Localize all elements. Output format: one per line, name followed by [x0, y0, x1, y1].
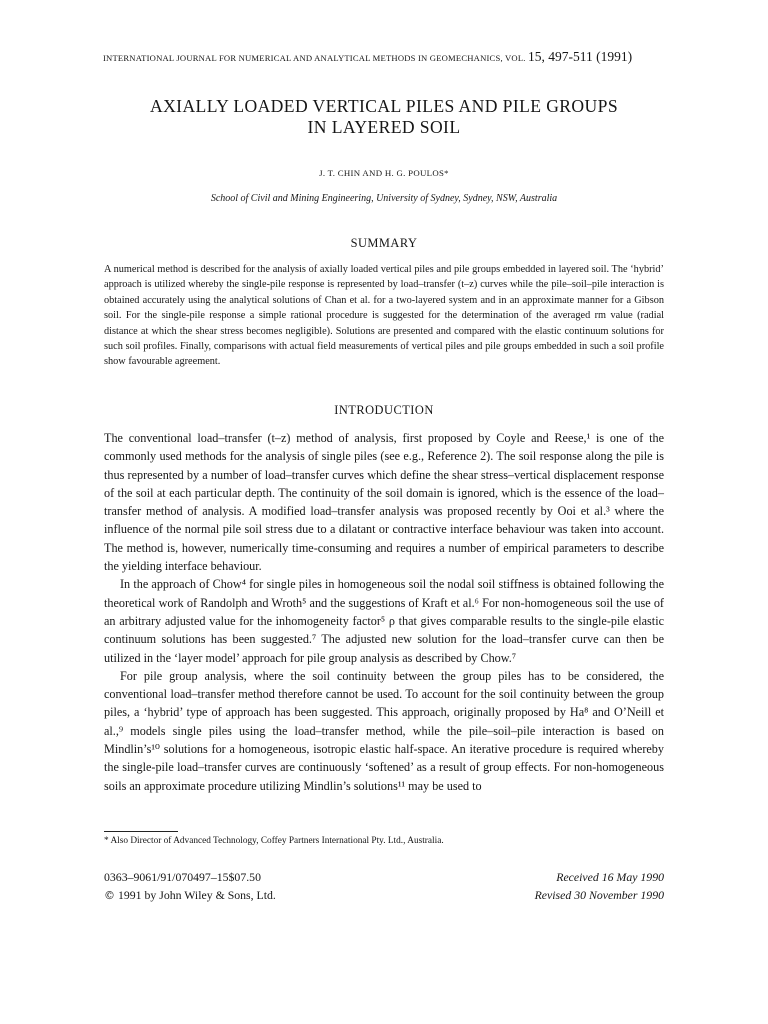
- copyright-symbol: ©: [104, 889, 115, 902]
- introduction-heading: INTRODUCTION: [334, 403, 434, 417]
- copyright-text: 1991 by John Wiley & Sons, Ltd.: [117, 888, 276, 902]
- footnote: * Also Director of Advanced Technology, Coffey Partners International Pty. Ltd., Australia.: [104, 836, 444, 846]
- submission-dates: [404, 868, 664, 904]
- intro-paragraph-1: The conventional load–transfer (t–z) method of analysis, first proposed by Coyle and Reese,¹ is one of the commonly used methods for the analysis of single piles (see e.g., Reference 2). The soil response along the pile is thus represented by a number of load–transfer curves which define the shear stress–vertical displacement response of the soil at each particular depth. The continuity of the soil domain is ignored, which is the essence of the load–transfer method of analysis. A modified load–transfer analysis was proposed recently by Ooi et al.³ where the influence of the normal pile soil stress due to a dilatant or contractive interface behaviour was taken into account. The method is, however, numerically time-consuming and requires a number of empirical parameters to describe the yielding interface behaviour.: [104, 431, 664, 574]
- volume-pages: 15, 497-511 (1991): [527, 49, 633, 64]
- title-line-2: IN LAYERED SOIL: [307, 117, 461, 137]
- copyright-line: [104, 886, 404, 905]
- summary-heading: SUMMARY: [350, 236, 418, 250]
- publication-code: 0363–9061/91/070497–15$07.50: [104, 870, 261, 884]
- journal-name: INTERNATIONAL JOURNAL FOR NUMERICAL AND ANALYTICAL METHODS IN GEOMECHANICS, VOL.: [103, 53, 526, 63]
- authors: J. T. CHIN AND H. G. POULOS*: [319, 168, 449, 178]
- introduction-body: [104, 429, 664, 795]
- paper-title: [80, 96, 688, 138]
- intro-paragraph-3: For pile group analysis, where the soil continuity between the group piles has to be considered, the conventional load–transfer method therefore cannot be used. To account for the soil continuity between the group piles, a ‘hybrid’ type of approach has been suggested. This approach, originally proposed by Ha⁸ and O’Neill et al.,⁹ models single piles using the load–transfer method, while the pile–soil–pile interaction is based on Mindlin’s¹⁰ solutions for a homogeneous, isotropic elastic half-space. An iterative procedure is required whereby the single-pile load–transfer curves are continuously ‘softened’ as a result of group effects. For non-homogeneous soils an approximate procedure utilizing Mindlin’s solutions¹¹ may be used to: [104, 668, 664, 793]
- title-line-1: AXIALLY LOADED VERTICAL PILES AND PILE GROUPS: [149, 96, 619, 116]
- footnote-divider: [104, 831, 178, 832]
- summary-text: A numerical method is described for the analysis of axially loaded vertical piles and pile groups embedded in layered soil. The ‘hybrid’ approach is utilized whereby the single-pile response is represented by load–transfer (t–z) curves while the pile–soil–pile interaction is obtained accurately using the analytical solutions of Chan et al. for a two-layered system and in an approximate manner for a Gibson soil. For the single-pile response a simple rational procedure is suggested for the determination of the averaged rm value (radial distance at which the shear stress becomes negligible). Solutions are presented and compared with the elastic continuum solutions for such soil profiles. Finally, comparisons with actual field measurements of vertical piles and pile groups embedded in such a soil profile show favourable agreement.: [104, 264, 664, 368]
- affiliation: School of Civil and Mining Engineering, University of Sydney, Sydney, NSW, Australia: [210, 193, 558, 204]
- journal-header: [103, 49, 663, 65]
- revised-date: Revised 30 November 1990: [534, 888, 664, 902]
- publication-info: [104, 868, 404, 905]
- received-date: Received 16 May 1990: [556, 870, 664, 884]
- intro-paragraph-2: In the approach of Chow⁴ for single piles in homogeneous soil the nodal soil stiffness is obtained following the theoretical work of Randolph and Wroth⁵ and the suggestions of Kraft et al.⁶ For non-homogeneous soil the use of an arbitrary adjusted value for the inhomogeneity factor⁵ ρ that gives comparable results to the single-pile elastic continuum solutions has been suggested.⁷ The adjusted new solution for the load–transfer curve can then be utilized in the ‘layer model’ approach for pile group analysis as described by Chow.⁷: [104, 577, 664, 665]
